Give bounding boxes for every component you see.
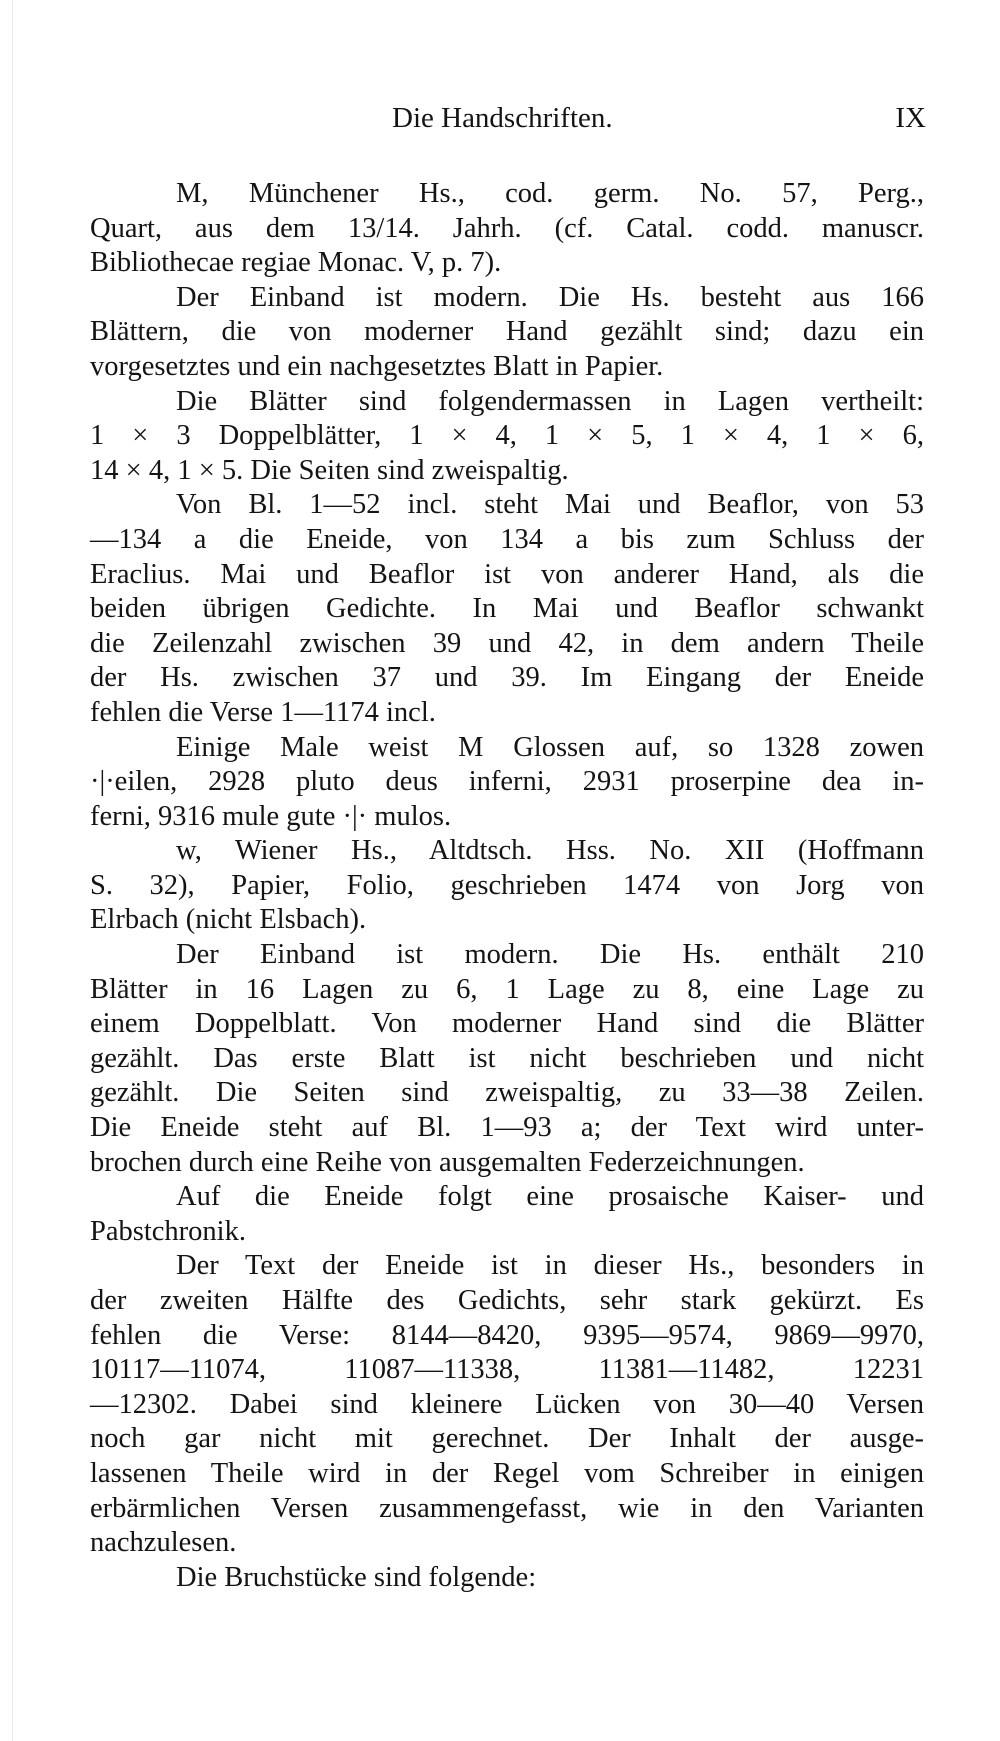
text-line: einem Doppelblatt. Von moderner Hand sind die Blätter <box>90 1008 924 1040</box>
text-line: nachzulesen. <box>90 1527 237 1559</box>
text-line: Einige Male weist M Glossen auf, so 1328 zowen <box>176 731 924 763</box>
text-line: Von Bl. 1—52 incl. steht Mai und Beaflor, von 53 <box>176 489 924 521</box>
text-line: S. 32), Papier, Folio, geschrieben 1474 von Jorg von <box>90 869 924 901</box>
paragraph <box>90 488 924 730</box>
text-line: Auf die Eneide folgt eine prosaische Kaiser- und <box>176 1181 924 1213</box>
paragraph <box>90 1249 924 1560</box>
text-line: erbärmlichen Versen zusammengefasst, wie in den Varianten <box>90 1492 924 1524</box>
text-line: Blätter in 16 Lagen zu 6, 1 Lage zu 8, eine Lage zu <box>90 973 924 1005</box>
text-line: Blättern, die von moderner Hand gezählt sind; dazu ein <box>90 316 924 348</box>
text-line: brochen durch eine Reihe von ausgemalten Federzeichnungen. <box>90 1146 805 1178</box>
text-line: M, Münchener Hs., cod. germ. No. 57, Perg., <box>176 178 924 209</box>
text-line: beiden übrigen Gedichte. In Mai und Beaflor schwankt <box>90 593 924 625</box>
text-line: Bibliothecae regiae Monac. V, p. 7). <box>90 247 502 279</box>
text-line: Quart, aus dem 13/14. Jahrh. (cf. Catal. codd. manuscr. <box>90 212 924 244</box>
text-line: —134 a die Eneide, von 134 a bis zum Schluss der <box>90 523 924 555</box>
running-title: Die Handschriften. <box>392 102 613 134</box>
page-number: IX <box>895 102 926 134</box>
text-line: fehlen die Verse 1—1174 incl. <box>90 696 436 728</box>
paragraph <box>90 177 924 281</box>
text-line: fehlen die Verse: 8144—8420, 9395—9574, 9869—9970, <box>90 1319 924 1351</box>
text-line: gezählt. Das erste Blatt ist nicht beschrieben und nicht <box>90 1042 924 1074</box>
text-line: Der Text der Eneide ist in dieser Hs., besonders in <box>176 1250 924 1282</box>
text-line: der zweiten Hälfte des Gedichts, sehr stark gekürzt. Es <box>90 1285 924 1316</box>
paragraph <box>90 938 924 1180</box>
text-line: der Hs. zwischen 37 und 39. Im Eingang der Eneide <box>90 662 924 694</box>
text-line: Eraclius. Mai und Beaflor ist von anderer Hand, als die <box>90 558 924 590</box>
text-line: Der Einband ist modern. Die Hs. besteht aus 166 <box>176 281 924 313</box>
page-edge <box>12 0 13 1741</box>
text-line: Die Bruchstücke sind folgende: <box>176 1561 537 1593</box>
text-line: —12302. Dabei sind kleinere Lücken von 30—40 Versen <box>90 1388 924 1420</box>
paragraph <box>90 281 924 385</box>
paragraph <box>90 1561 924 1596</box>
paragraph <box>90 834 924 938</box>
paragraph <box>90 731 924 835</box>
text-line: 10117—11074, 11087—11338, 11381—11482, 12231 <box>90 1354 924 1386</box>
paragraph <box>90 385 924 489</box>
text-line: die Zeilenzahl zwischen 39 und 42, in dem andern Theile <box>90 627 924 659</box>
text-line: noch gar nicht mit gerechnet. Der Inhalt der ausge- <box>90 1423 924 1455</box>
text-line: gezählt. Die Seiten sind zweispaltig, zu 33—38 Zeilen. <box>90 1077 924 1109</box>
page-header <box>92 102 926 142</box>
text-line: lassenen Theile wird in der Regel vom Schreiber in einigen <box>90 1457 924 1489</box>
text-line: 1 × 3 Doppelblätter, 1 × 4, 1 × 5, 1 × 4, 1 × 6, <box>90 420 924 452</box>
text-line: w, Wiener Hs., Altdtsch. Hss. No. XII (Hoffmann <box>176 835 924 867</box>
text-line: Pabstchronik. <box>90 1215 246 1247</box>
text-line: vorgesetztes und ein nachgesetztes Blatt in Papier. <box>90 350 664 382</box>
text-line: Die Eneide steht auf Bl. 1—93 a; der Text wird unter- <box>90 1112 924 1144</box>
text-line: ·|·eilen, 2928 pluto deus inferni, 2931 proserpine dea in- <box>90 766 924 798</box>
text-line: 14 × 4, 1 × 5. Die Seiten sind zweispaltig. <box>90 454 569 486</box>
text-line: Elrbach (nicht Elsbach). <box>90 904 367 936</box>
text-line: Der Einband ist modern. Die Hs. enthält 210 <box>176 939 924 971</box>
text-line: Die Blätter sind folgendermassen in Lagen vertheilt: <box>176 385 924 417</box>
body-text <box>90 177 924 1595</box>
paragraph <box>90 1180 924 1249</box>
text-line: ferni, 9316 mule gute ·|· mulos. <box>90 800 452 832</box>
